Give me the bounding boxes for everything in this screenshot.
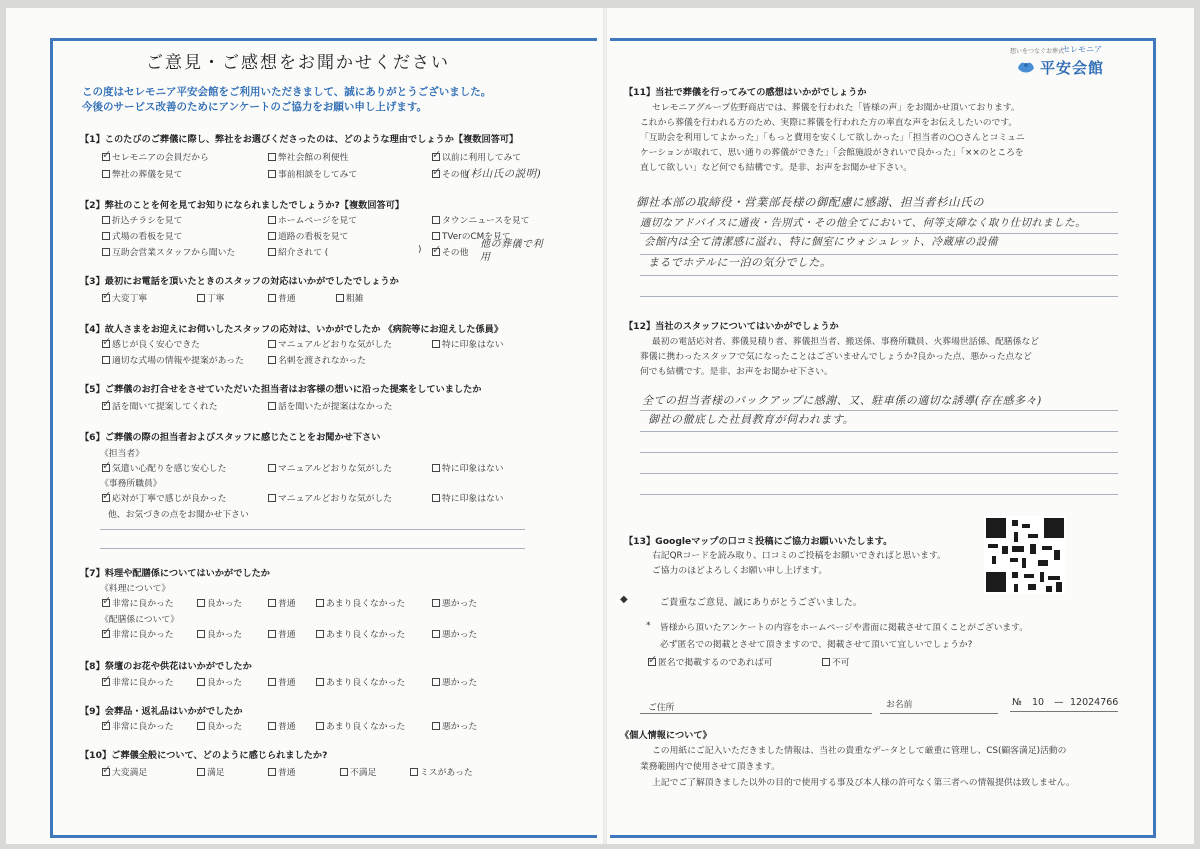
checkbox[interactable] [268,216,276,224]
q13-label: 【13】Googleマップの口コミ投稿にご協力お願いいたします。 [624,536,893,547]
name-field[interactable] [880,713,998,714]
checkbox-checked[interactable] [102,294,110,302]
q9-label: 【9】会葬品・返礼品はいかがでしたか [80,706,243,717]
privacy-line: この用紙にご記入いただきました情報は、当社の貴重なデータとして厳重に管理し、CS(顧客満足)活動の [652,746,1067,756]
rating-option[interactable]: 普通 [268,675,296,688]
checkbox[interactable] [197,630,205,638]
q2-option[interactable]: 折込チラシを見て [102,213,182,226]
q11-label: 【11】当社で葬儀を行ってみての感想はいかがでしょうか [624,87,867,98]
q11-desc: これから葬儀を行われる方のため、実際に葬儀を行われた方の率直な声をお伝えしたいのです。 [640,118,1018,128]
q3-label: 【3】最初にお電話を頂いたときのスタッフの対応はいかがでしたでしょうか [80,276,399,287]
q6-option[interactable]: 特に印象はない [432,491,504,504]
qr-code[interactable] [984,516,1066,594]
checkbox[interactable] [268,464,276,472]
checkbox-checked[interactable] [102,722,110,730]
write-line[interactable] [640,296,1118,297]
checkbox-checked[interactable] [102,494,110,502]
qr-finder [986,518,1006,538]
q6-option[interactable]: マニュアルどおりな気がした [268,461,392,474]
q11-desc: 直して欲しい」など何でも結構です。是非、お声をお聞かせ下さい。 [640,163,913,173]
q1-option[interactable]: 弊社の葬儀を見て [102,167,182,180]
q10-option[interactable]: 普通 [268,765,296,778]
rating-option[interactable]: 普通 [268,719,296,732]
checkbox-checked[interactable] [102,464,110,472]
q2-option[interactable]: ✓ その他 [432,245,468,258]
checkbox[interactable] [268,768,276,776]
checkbox-checked[interactable] [102,630,110,638]
address-field[interactable] [640,713,872,714]
q4-option[interactable]: ✓感じが良く安心できた [102,337,200,350]
q4-option[interactable]: マニュアルどおりな気がした [268,337,392,350]
checkbox[interactable] [268,232,276,240]
checkbox-checked[interactable] [648,658,656,666]
checkbox-checked[interactable] [432,248,440,256]
write-line[interactable] [640,473,1118,474]
q12-label: 【12】当社のスタッフについてはいかがでしょうか [624,321,839,332]
rating-option[interactable]: ✓非常に良かった [102,719,174,732]
q10-option[interactable]: ミスがあった [410,765,473,778]
checkbox[interactable] [102,248,110,256]
q13-desc: ご協力のほどよろしくお願い申し上げます。 [652,566,828,576]
checkbox-checked[interactable] [432,170,440,178]
q6-option[interactable]: ✓気遣い心配りを感じ安心した [102,461,226,474]
q7-label: 【7】料理や配膳係についてはいかがでしたか [80,568,270,579]
q1-option[interactable]: 事前相談をしてみて [268,167,357,180]
checkbox[interactable] [268,494,276,502]
logo-mark-icon [1016,59,1036,75]
q2-option[interactable]: タウンニュースを見て [432,213,530,226]
q1-label: 【1】このたびのご葬儀に際し、弊社をお選びくださったのは、どのような理由でしょうか【複数回答可】 [80,134,519,145]
checkbox[interactable] [316,678,324,686]
right-page-frame [610,38,1156,838]
checkbox[interactable] [268,340,276,348]
diamond-bullet-icon: ◆ [620,594,628,605]
q6-note: 他、お気づきの点をお聞かせ下さい [108,510,249,520]
serial-prefix: № [1012,697,1022,708]
q3-option[interactable]: ✓大変丁寧 [102,291,147,304]
q12-answer: 御社の徹底した社員教育が伺われます。 [648,413,855,426]
q10-option[interactable]: 不満足 [340,765,376,778]
rating-option[interactable]: 良かった [197,675,242,688]
checkbox[interactable] [102,232,110,240]
q11-desc: ケーションが取れて、思い通りの葬儀ができた」「会館施設がきれいで良かった」「××のところを [640,148,1024,158]
q2-option[interactable]: 道路の看板を見て [268,229,348,242]
q11-desc: セレモニアグループ佐野商店では、葬儀を行われた「皆様の声」をお聞かせ頂いております。 [652,103,1020,113]
q8-label: 【8】祭壇のお花や供花はいかがでしたか [80,661,252,672]
q4-option[interactable]: 適切な式場の情報や提案があった [102,353,244,366]
rating-option[interactable]: あまり良くなかった [316,675,405,688]
q6-option[interactable]: マニュアルどおりな気がした [268,491,392,504]
privacy-title: 《個人情報について》 [620,730,712,741]
q6-sub-office: 《事務所職員》 [100,479,162,489]
q1-other-handwriting: (杉山氏の説明) [466,168,542,180]
write-line[interactable] [100,529,525,530]
checkbox[interactable] [268,170,276,178]
q5-label: 【5】ご葬儀のお打合せをさせていただいた担当者はお客様の想いに沿った提案をしていましたか [80,384,482,395]
checkbox[interactable] [197,678,205,686]
thanks-text: ご貴重なご意見、誠にありがとうございました。 [660,597,863,608]
q10-label: 【10】ご葬儀全般について、どのように感じられましたか? [80,750,328,761]
q1-option[interactable]: ✓セレモニアの会員だから [102,150,209,163]
checkbox[interactable] [268,630,276,638]
write-line[interactable] [640,494,1118,495]
checkbox[interactable] [316,630,324,638]
write-line[interactable] [640,452,1118,453]
q11-answer: 御社本部の取締役・営業部長様の御配慮に感謝、担当者杉山氏の [636,195,984,209]
q2-option[interactable]: 紹介されて ( [268,245,328,258]
q1-option[interactable]: ✓ その他 [432,167,468,180]
checkbox[interactable] [822,658,830,666]
center-fold [603,8,607,844]
rating-option[interactable]: あまり良くなかった [316,719,405,732]
q4-option[interactable]: 名刺を渡されなかった [268,353,366,366]
q3-option[interactable]: 丁寧 [197,291,225,304]
checkbox[interactable] [102,356,110,364]
checkbox[interactable] [102,216,110,224]
checkbox-checked[interactable] [102,599,110,607]
write-line[interactable] [640,431,1118,432]
q6-label: 【6】ご葬儀の際の担当者およびスタッフに感じたことをお聞かせ下さい [80,432,381,443]
checkbox[interactable] [432,678,440,686]
serial-underline [1010,711,1118,712]
q7-sub-server: 《配膳係について》 [100,615,179,625]
checkbox[interactable] [432,216,440,224]
checkbox[interactable] [432,494,440,502]
rating-option[interactable]: 悪かった [432,596,477,609]
checkbox-checked[interactable] [102,768,110,776]
checkbox[interactable] [197,294,205,302]
q3-option[interactable]: 粗雑 [336,291,364,304]
q5-option[interactable]: ✓話を聞いて提案してくれた [102,399,218,412]
q6-sub-staff: 《担当者》 [100,449,144,459]
checkbox[interactable] [268,248,276,256]
rating-option[interactable]: 普通 [268,596,296,609]
serial-number-b: 12024766 [1070,697,1119,708]
q2-paren-close: ) [418,245,422,255]
checkbox[interactable] [268,599,276,607]
q2-option[interactable]: 式場の看板を見て [102,229,182,242]
checkbox[interactable] [197,722,205,730]
checkbox[interactable] [316,722,324,730]
checkbox[interactable] [316,599,324,607]
consent-yes-option[interactable]: ✓匿名で掲載するのであれば可 [648,655,772,668]
write-line[interactable] [100,548,525,549]
checkbox[interactable] [340,768,348,776]
checkbox-checked[interactable] [102,402,110,410]
rating-option[interactable]: 良かった [197,719,242,732]
q11-desc: 「互助会を利用してよかった」「もっと費用を安くして欲しかった」「担当者の○○さんとコミュニ [640,133,1025,143]
checkbox[interactable] [102,170,110,178]
q2-option[interactable]: 互助会営業スタッフから聞いた [102,245,235,258]
logo-name: 平安会館 [1040,59,1105,77]
q10-option[interactable]: ✓大変満足 [102,765,147,778]
rating-option[interactable]: あまり良くなかった [316,627,405,640]
q7-sub-food: 《料理について》 [100,584,171,594]
write-line[interactable] [640,275,1118,276]
qr-finder [1044,518,1064,538]
checkbox[interactable] [197,599,205,607]
logo-tagline: 想いをつなぐお葬式 [1010,48,1065,55]
serial-number-a: 10 [1032,697,1045,708]
checkbox-checked[interactable] [102,678,110,686]
checkbox-checked[interactable] [102,340,110,348]
q10-option[interactable]: 満足 [197,765,225,778]
intro-line-2: 今後のサービス改善のためにアンケートのご協力をお願い申し上げます。 [82,101,428,113]
checkbox-checked[interactable] [102,153,110,161]
checkbox[interactable] [268,722,276,730]
q12-desc: 葬儀に携わったスタッフで気になったことはございませんでしょうか?良かった点、悪かった点など [640,352,1032,362]
checkbox[interactable] [432,630,440,638]
checkbox[interactable] [268,294,276,302]
rating-option[interactable]: 悪かった [432,675,477,688]
q12-desc: 最初の電話応対者、葬儀見積り者、葬儀担当者、搬送係、事務所職員、火葬場世話係、配膳係など [652,337,1040,347]
checkbox[interactable] [432,722,440,730]
rating-option[interactable]: ✓非常に良かった [102,675,174,688]
checkbox[interactable] [336,294,344,302]
rating-option[interactable]: ✓非常に良かった [102,596,174,609]
checkbox-checked[interactable] [432,153,440,161]
q3-option[interactable]: 普通 [268,291,296,304]
q6-option[interactable]: ✓応対が丁寧で感じが良かった [102,491,226,504]
q11-answer: 適切なアドバイスに通夜・告別式・その他全てにおいて、何等支障なく取り仕切れました。 [640,217,1086,229]
q11-answer: まるでホテルに一泊の気分でした。 [648,256,832,269]
q11-answer: 会館内は全て清潔感に溢れ、特に個室にウォシュレット、冷蔵庫の設備 [644,236,998,248]
q4-label: 【4】故人さまをお迎えにお伺いしたスタッフの応対は、いかがでしたか 《病院等にお迎えした係員》 [80,324,504,335]
q1-option[interactable]: ✓ 以前に利用してみて [432,150,521,163]
serial-dash: — [1054,697,1064,708]
q2-option[interactable]: TVerのCMを見て [432,229,511,242]
q1-option[interactable]: 弊社会館の利便性 [268,150,348,163]
rating-option[interactable]: ✓非常に良かった [102,627,174,640]
checkbox[interactable] [268,153,276,161]
q12-desc: 何でも結構です。是非、お声をお聞かせ下さい。 [640,367,833,377]
q2-other-handwriting: 他の葬儀で利用 [480,239,543,263]
q5-option[interactable]: 話を聞いたが提案はなかった [268,399,392,412]
intro-line-1: この度はセレモニア平安会館をご利用いただきまして、誠にありがとうございました。 [82,86,492,98]
address-label: ご住所 [648,703,675,713]
rating-option[interactable]: あまり良くなかった [316,596,405,609]
checkbox[interactable] [268,356,276,364]
q6-option[interactable]: 特に印象はない [432,461,504,474]
rating-option[interactable]: 良かった [197,627,242,640]
write-line[interactable] [640,212,1118,213]
q13-desc: 右記QRコードを読み取り、口コミのご投稿をお願いできればと思います。 [652,551,946,561]
checkbox[interactable] [410,768,418,776]
checkbox[interactable] [432,340,440,348]
page-title: ご意見・ご感想をお聞かせください [146,53,450,73]
rating-option[interactable]: 悪かった [432,627,477,640]
consent-line-1: 皆様から頂いたアンケートの内容をホームページや書面に掲載させて頂くことがございます。 [660,623,1029,633]
checkbox[interactable] [432,599,440,607]
consent-line-2: 必ず匿名での掲載とさせて頂きますので、掲載させて頂いて宜しいでしょうか? [660,640,973,650]
checkbox[interactable] [197,768,205,776]
q12-answer: 全ての担当者様のバックアップに感謝、又、駐車係の適切な誘導(存在感多々) [642,394,1042,407]
checkbox[interactable] [432,464,440,472]
q2-label: 【2】弊社のことを何を見てお知りになられましたでしょうか?【複数回答可】 [80,200,405,211]
checkbox[interactable] [268,678,276,686]
privacy-line: 業務範囲内で使用させて頂きます。 [640,762,781,772]
qr-finder [986,572,1006,592]
asterisk-icon: * [646,620,651,631]
rating-option[interactable]: 普通 [268,627,296,640]
logo-brand: セレモニア [1062,45,1102,54]
checkbox[interactable] [268,402,276,410]
q4-option[interactable]: 特に印象はない [432,337,504,350]
rating-option[interactable]: 良かった [197,596,242,609]
q2-option[interactable]: ホームページを見て [268,213,357,226]
consent-no-option[interactable]: 不可 [822,655,850,668]
name-label: お名前 [886,700,913,710]
rating-option[interactable]: 悪かった [432,719,477,732]
checkbox[interactable] [432,232,440,240]
privacy-line: 上記でご了解頂きました以外の目的で使用する事及び本人様の許可なく第三者への情報提供は致しません。 [652,778,1075,788]
